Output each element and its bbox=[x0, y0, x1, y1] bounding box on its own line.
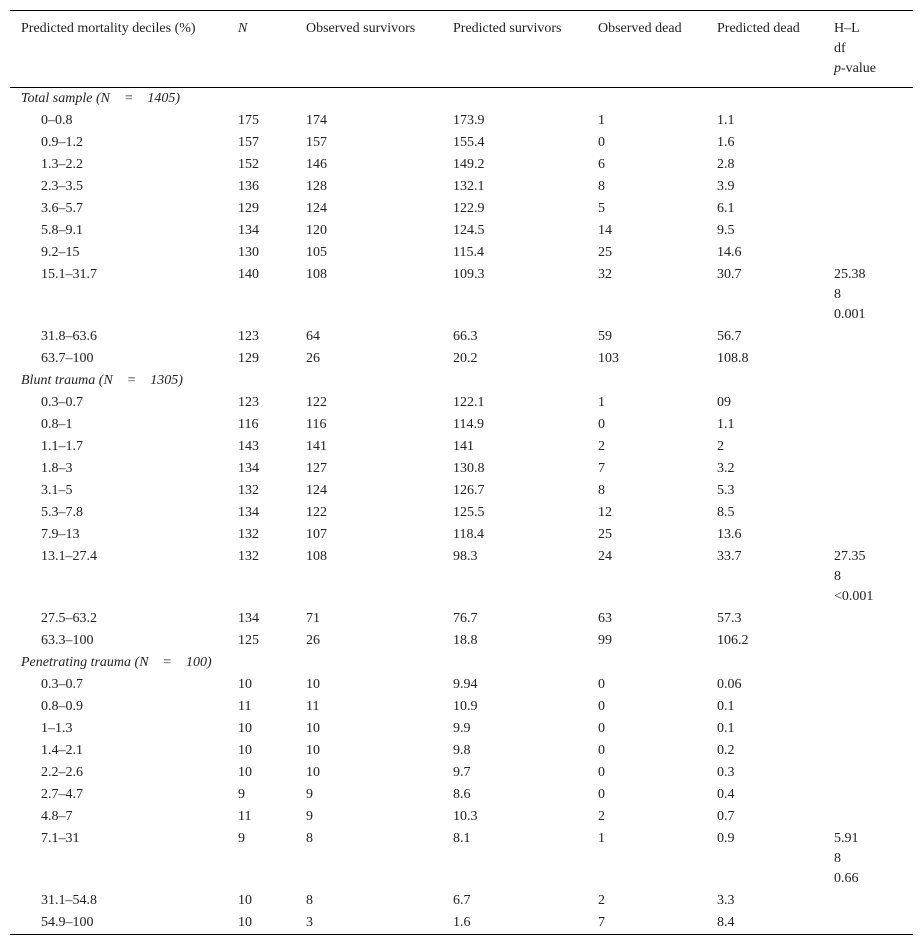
cell-predicted-dead: 09 bbox=[717, 395, 731, 410]
cell-n: 143 bbox=[238, 439, 259, 454]
cell-predicted-survivors: 115.4 bbox=[453, 245, 484, 260]
cell-observed-survivors: 174 bbox=[306, 113, 327, 128]
cell-observed-survivors: 120 bbox=[306, 223, 327, 238]
cell-decile: 2.2–2.6 bbox=[41, 765, 83, 780]
header-hl-test bbox=[823, 11, 913, 88]
cell-n: 129 bbox=[238, 201, 259, 216]
cell-predicted-dead: 0.1 bbox=[717, 721, 735, 736]
mortality-calibration-table-container bbox=[10, 10, 913, 935]
cell-observed-dead: 0 bbox=[598, 787, 605, 802]
cell-observed-survivors: 9 bbox=[306, 787, 313, 802]
cell-observed-survivors: 26 bbox=[306, 633, 320, 648]
cell-predicted-survivors: 10.3 bbox=[453, 809, 478, 824]
cell-predicted-dead: 33.7 bbox=[717, 549, 742, 564]
cell-observed-dead: 5 bbox=[598, 201, 605, 216]
table-row bbox=[10, 762, 913, 784]
hl-df: 8 bbox=[834, 569, 841, 584]
cell-n: 116 bbox=[238, 417, 259, 432]
cell-observed-dead: 0 bbox=[598, 721, 605, 736]
group-header-row bbox=[10, 88, 913, 111]
table-row bbox=[10, 546, 913, 608]
cell-predicted-dead: 9.5 bbox=[717, 223, 735, 238]
table-row bbox=[10, 502, 913, 524]
cell-hl-test bbox=[823, 524, 913, 546]
cell-n: 134 bbox=[238, 505, 259, 520]
cell-decile: 1.1–1.7 bbox=[41, 439, 83, 454]
cell-n: 11 bbox=[238, 809, 252, 824]
group-label: Penetrating trauma (N = 100) bbox=[21, 655, 212, 670]
cell-hl-test bbox=[823, 132, 913, 154]
cell-observed-dead: 6 bbox=[598, 157, 605, 172]
cell-predicted-survivors: 9.7 bbox=[453, 765, 471, 780]
cell-predicted-dead: 56.7 bbox=[717, 329, 742, 344]
table-row bbox=[10, 718, 913, 740]
cell-hl-test bbox=[823, 220, 913, 242]
cell-observed-dead: 2 bbox=[598, 439, 605, 454]
cell-hl-test bbox=[823, 912, 913, 935]
header-p-italic: p bbox=[834, 61, 841, 76]
table-row bbox=[10, 630, 913, 652]
group-label: Blunt trauma (N = 1305) bbox=[21, 373, 183, 388]
group-header-row bbox=[10, 652, 913, 674]
cell-predicted-survivors: 141 bbox=[453, 439, 474, 454]
cell-hl-test bbox=[823, 392, 913, 414]
cell-predicted-survivors: 10.9 bbox=[453, 699, 478, 714]
cell-observed-dead: 32 bbox=[598, 267, 612, 282]
cell-observed-survivors: 10 bbox=[306, 677, 320, 692]
hl-p-value: <0.001 bbox=[834, 589, 874, 604]
cell-predicted-survivors: 132.1 bbox=[453, 179, 485, 194]
cell-hl-test bbox=[823, 326, 913, 348]
cell-observed-dead: 0 bbox=[598, 765, 605, 780]
cell-predicted-survivors: 9.9 bbox=[453, 721, 471, 736]
cell-predicted-dead: 0.9 bbox=[717, 831, 735, 846]
cell-n: 9 bbox=[238, 787, 245, 802]
group-label: Total sample (N = 1405) bbox=[21, 91, 181, 106]
cell-predicted-dead: 13.6 bbox=[717, 527, 742, 542]
table-row bbox=[10, 110, 913, 132]
cell-predicted-survivors: 76.7 bbox=[453, 611, 478, 626]
cell-hl-test bbox=[823, 480, 913, 502]
cell-predicted-dead: 3.3 bbox=[717, 893, 735, 908]
cell-observed-survivors: 141 bbox=[306, 439, 327, 454]
cell-n: 129 bbox=[238, 351, 259, 366]
cell-observed-survivors: 10 bbox=[306, 743, 320, 758]
cell-n: 132 bbox=[238, 549, 259, 564]
table-row bbox=[10, 608, 913, 630]
cell-predicted-dead: 0.2 bbox=[717, 743, 735, 758]
cell-hl-test bbox=[823, 242, 913, 264]
cell-n: 9 bbox=[238, 831, 245, 846]
table-row bbox=[10, 242, 913, 264]
cell-predicted-survivors: 173.9 bbox=[453, 113, 485, 128]
cell-predicted-survivors: 8.6 bbox=[453, 787, 471, 802]
table-row bbox=[10, 784, 913, 806]
cell-n: 123 bbox=[238, 395, 259, 410]
cell-decile: 0.9–1.2 bbox=[41, 135, 83, 150]
cell-hl-test bbox=[823, 176, 913, 198]
cell-decile: 15.1–31.7 bbox=[41, 267, 97, 282]
cell-predicted-survivors: 122.9 bbox=[453, 201, 485, 216]
cell-predicted-dead: 1.1 bbox=[717, 417, 735, 432]
cell-observed-survivors: 146 bbox=[306, 157, 327, 172]
cell-predicted-dead: 2 bbox=[717, 439, 724, 454]
cell-decile: 63.3–100 bbox=[41, 633, 94, 648]
cell-decile: 7.1–31 bbox=[41, 831, 80, 846]
cell-predicted-dead: 8.4 bbox=[717, 915, 735, 930]
cell-observed-dead: 24 bbox=[598, 549, 612, 564]
cell-n: 140 bbox=[238, 267, 259, 282]
cell-decile: 1–1.3 bbox=[41, 721, 73, 736]
cell-predicted-dead: 1.1 bbox=[717, 113, 735, 128]
cell-n: 157 bbox=[238, 135, 259, 150]
cell-predicted-survivors: 118.4 bbox=[453, 527, 484, 542]
cell-observed-survivors: 122 bbox=[306, 505, 327, 520]
cell-predicted-dead: 3.9 bbox=[717, 179, 735, 194]
cell-hl-test bbox=[823, 154, 913, 176]
cell-n: 175 bbox=[238, 113, 259, 128]
hl-statistic: 5.91 bbox=[834, 831, 859, 846]
cell-observed-dead: 25 bbox=[598, 245, 612, 260]
table-row bbox=[10, 264, 913, 326]
cell-observed-dead: 99 bbox=[598, 633, 612, 648]
cell-decile: 7.9–13 bbox=[41, 527, 80, 542]
cell-hl-test bbox=[823, 674, 913, 696]
cell-predicted-dead: 57.3 bbox=[717, 611, 742, 626]
cell-predicted-dead: 0.06 bbox=[717, 677, 742, 692]
cell-observed-dead: 0 bbox=[598, 743, 605, 758]
cell-observed-survivors: 124 bbox=[306, 201, 327, 216]
cell-observed-dead: 2 bbox=[598, 893, 605, 908]
cell-predicted-survivors: 8.1 bbox=[453, 831, 471, 846]
cell-predicted-survivors: 125.5 bbox=[453, 505, 485, 520]
header-predicted-dead: Predicted dead bbox=[717, 21, 800, 36]
header-observed-dead: Observed dead bbox=[598, 21, 682, 36]
cell-observed-survivors: 26 bbox=[306, 351, 320, 366]
cell-predicted-dead: 5.3 bbox=[717, 483, 735, 498]
header-predicted-survivors: Predicted survivors bbox=[453, 21, 562, 36]
cell-predicted-dead: 30.7 bbox=[717, 267, 742, 282]
cell-hl-test bbox=[823, 718, 913, 740]
table-row bbox=[10, 740, 913, 762]
cell-hl-test bbox=[823, 630, 913, 652]
table-row bbox=[10, 392, 913, 414]
cell-hl-test bbox=[823, 546, 913, 608]
cell-decile: 0.3–0.7 bbox=[41, 395, 83, 410]
cell-predicted-dead: 108.8 bbox=[717, 351, 749, 366]
cell-observed-dead: 8 bbox=[598, 179, 605, 194]
cell-n: 123 bbox=[238, 329, 259, 344]
header-observed-survivors: Observed survivors bbox=[306, 21, 416, 36]
cell-observed-dead: 12 bbox=[598, 505, 612, 520]
cell-decile: 31.8–63.6 bbox=[41, 329, 97, 344]
mortality-calibration-table bbox=[10, 10, 913, 935]
cell-predicted-dead: 0.1 bbox=[717, 699, 735, 714]
cell-predicted-dead: 0.7 bbox=[717, 809, 735, 824]
cell-n: 152 bbox=[238, 157, 259, 172]
cell-hl-test bbox=[823, 784, 913, 806]
cell-predicted-survivors: 122.1 bbox=[453, 395, 485, 410]
hl-statistic: 27.35 bbox=[834, 549, 866, 564]
cell-hl-test bbox=[823, 264, 913, 326]
cell-hl-test bbox=[823, 458, 913, 480]
cell-hl-test bbox=[823, 806, 913, 828]
cell-decile: 3.1–5 bbox=[41, 483, 73, 498]
cell-hl-test bbox=[823, 436, 913, 458]
cell-observed-survivors: 108 bbox=[306, 267, 327, 282]
cell-observed-survivors: 10 bbox=[306, 721, 320, 736]
cell-n: 134 bbox=[238, 461, 259, 476]
cell-decile: 1.3–2.2 bbox=[41, 157, 83, 172]
cell-hl-test bbox=[823, 696, 913, 718]
cell-n: 132 bbox=[238, 527, 259, 542]
cell-decile: 54.9–100 bbox=[41, 915, 94, 930]
cell-decile: 13.1–27.4 bbox=[41, 549, 97, 564]
cell-hl-test bbox=[823, 828, 913, 890]
cell-hl-test bbox=[823, 348, 913, 370]
cell-decile: 1.8–3 bbox=[41, 461, 73, 476]
cell-observed-dead: 25 bbox=[598, 527, 612, 542]
cell-predicted-survivors: 6.7 bbox=[453, 893, 471, 908]
cell-predicted-survivors: 18.8 bbox=[453, 633, 478, 648]
cell-predicted-survivors: 155.4 bbox=[453, 135, 485, 150]
table-header-row bbox=[10, 11, 913, 88]
cell-predicted-survivors: 130.8 bbox=[453, 461, 485, 476]
header-decile: Predicted mortality deciles (%) bbox=[21, 21, 196, 36]
cell-hl-test bbox=[823, 110, 913, 132]
cell-n: 10 bbox=[238, 915, 252, 930]
cell-observed-survivors: 3 bbox=[306, 915, 313, 930]
cell-predicted-survivors: 9.94 bbox=[453, 677, 478, 692]
cell-observed-survivors: 108 bbox=[306, 549, 327, 564]
cell-n: 132 bbox=[238, 483, 259, 498]
cell-n: 125 bbox=[238, 633, 259, 648]
table-row bbox=[10, 154, 913, 176]
table-row bbox=[10, 348, 913, 370]
cell-n: 10 bbox=[238, 893, 252, 908]
cell-observed-dead: 0 bbox=[598, 135, 605, 150]
cell-observed-dead: 103 bbox=[598, 351, 619, 366]
hl-statistic: 25.38 bbox=[834, 267, 866, 282]
cell-n: 10 bbox=[238, 721, 252, 736]
cell-hl-test bbox=[823, 502, 913, 524]
cell-predicted-dead: 1.6 bbox=[717, 135, 735, 150]
cell-n: 134 bbox=[238, 223, 259, 238]
cell-predicted-dead: 14.6 bbox=[717, 245, 742, 260]
table-row bbox=[10, 436, 913, 458]
cell-predicted-dead: 8.5 bbox=[717, 505, 735, 520]
cell-decile: 9.2–15 bbox=[41, 245, 80, 260]
cell-predicted-dead: 3.2 bbox=[717, 461, 735, 476]
cell-observed-survivors: 10 bbox=[306, 765, 320, 780]
table-row bbox=[10, 220, 913, 242]
cell-decile: 31.1–54.8 bbox=[41, 893, 97, 908]
cell-observed-dead: 0 bbox=[598, 677, 605, 692]
cell-observed-survivors: 127 bbox=[306, 461, 327, 476]
cell-observed-dead: 2 bbox=[598, 809, 605, 824]
cell-predicted-dead: 6.1 bbox=[717, 201, 735, 216]
cell-predicted-survivors: 20.2 bbox=[453, 351, 478, 366]
cell-observed-dead: 14 bbox=[598, 223, 612, 238]
cell-decile: 3.6–5.7 bbox=[41, 201, 83, 216]
cell-decile: 5.3–7.8 bbox=[41, 505, 83, 520]
cell-observed-survivors: 9 bbox=[306, 809, 313, 824]
cell-n: 10 bbox=[238, 677, 252, 692]
cell-decile: 2.3–3.5 bbox=[41, 179, 83, 194]
cell-hl-test bbox=[823, 762, 913, 784]
cell-observed-survivors: 11 bbox=[306, 699, 320, 714]
cell-predicted-dead: 106.2 bbox=[717, 633, 749, 648]
header-df-label: df bbox=[834, 41, 846, 56]
cell-predicted-survivors: 1.6 bbox=[453, 915, 471, 930]
cell-predicted-survivors: 109.3 bbox=[453, 267, 485, 282]
cell-observed-dead: 0 bbox=[598, 699, 605, 714]
cell-observed-survivors: 107 bbox=[306, 527, 327, 542]
cell-decile: 0.3–0.7 bbox=[41, 677, 83, 692]
cell-hl-test bbox=[823, 198, 913, 220]
cell-hl-test bbox=[823, 890, 913, 912]
group-header-row bbox=[10, 370, 913, 392]
cell-decile: 5.8–9.1 bbox=[41, 223, 83, 238]
cell-observed-dead: 1 bbox=[598, 395, 605, 410]
hl-df: 8 bbox=[834, 287, 841, 302]
header-hl-label: H–L bbox=[834, 21, 860, 36]
table-row bbox=[10, 414, 913, 436]
table-row bbox=[10, 806, 913, 828]
cell-decile: 63.7–100 bbox=[41, 351, 94, 366]
cell-predicted-survivors: 149.2 bbox=[453, 157, 485, 172]
cell-decile: 4.8–7 bbox=[41, 809, 73, 824]
cell-observed-survivors: 64 bbox=[306, 329, 320, 344]
table-row bbox=[10, 458, 913, 480]
cell-decile: 0–0.8 bbox=[41, 113, 73, 128]
cell-observed-dead: 0 bbox=[598, 417, 605, 432]
cell-observed-survivors: 122 bbox=[306, 395, 327, 410]
cell-observed-survivors: 105 bbox=[306, 245, 327, 260]
cell-predicted-survivors: 114.9 bbox=[453, 417, 484, 432]
table-row bbox=[10, 696, 913, 718]
cell-predicted-dead: 0.3 bbox=[717, 765, 735, 780]
cell-observed-survivors: 128 bbox=[306, 179, 327, 194]
cell-predicted-survivors: 126.7 bbox=[453, 483, 485, 498]
cell-n: 10 bbox=[238, 743, 252, 758]
cell-predicted-dead: 0.4 bbox=[717, 787, 735, 802]
cell-observed-dead: 1 bbox=[598, 831, 605, 846]
table-row bbox=[10, 176, 913, 198]
cell-observed-survivors: 116 bbox=[306, 417, 327, 432]
cell-observed-dead: 59 bbox=[598, 329, 612, 344]
hl-df: 8 bbox=[834, 851, 841, 866]
cell-predicted-dead: 2.8 bbox=[717, 157, 735, 172]
cell-n: 134 bbox=[238, 611, 259, 626]
table-row bbox=[10, 674, 913, 696]
cell-decile: 0.8–1 bbox=[41, 417, 73, 432]
table-row bbox=[10, 890, 913, 912]
cell-predicted-survivors: 66.3 bbox=[453, 329, 478, 344]
cell-predicted-survivors: 124.5 bbox=[453, 223, 485, 238]
cell-predicted-survivors: 98.3 bbox=[453, 549, 478, 564]
hl-p-value: 0.001 bbox=[834, 307, 866, 322]
table-body bbox=[10, 88, 913, 935]
cell-observed-dead: 7 bbox=[598, 915, 605, 930]
cell-n: 11 bbox=[238, 699, 252, 714]
table-row bbox=[10, 524, 913, 546]
cell-observed-survivors: 71 bbox=[306, 611, 320, 626]
cell-decile: 1.4–2.1 bbox=[41, 743, 83, 758]
header-n: N bbox=[238, 21, 248, 36]
cell-hl-test bbox=[823, 740, 913, 762]
cell-observed-dead: 63 bbox=[598, 611, 612, 626]
header-pvalue-label bbox=[834, 59, 907, 79]
table-row bbox=[10, 828, 913, 890]
cell-decile: 0.8–0.9 bbox=[41, 699, 83, 714]
cell-observed-dead: 8 bbox=[598, 483, 605, 498]
cell-hl-test bbox=[823, 608, 913, 630]
cell-hl-test bbox=[823, 414, 913, 436]
cell-n: 10 bbox=[238, 765, 252, 780]
cell-observed-survivors: 157 bbox=[306, 135, 327, 150]
table-row bbox=[10, 132, 913, 154]
hl-p-value: 0.66 bbox=[834, 871, 859, 886]
cell-observed-dead: 7 bbox=[598, 461, 605, 476]
table-row bbox=[10, 326, 913, 348]
cell-observed-survivors: 8 bbox=[306, 893, 313, 908]
cell-observed-survivors: 8 bbox=[306, 831, 313, 846]
cell-predicted-survivors: 9.8 bbox=[453, 743, 471, 758]
table-row bbox=[10, 480, 913, 502]
cell-decile: 27.5–63.2 bbox=[41, 611, 97, 626]
table-row bbox=[10, 912, 913, 935]
cell-n: 136 bbox=[238, 179, 259, 194]
header-pvalue-suffix: -value bbox=[841, 61, 876, 76]
table-row bbox=[10, 198, 913, 220]
cell-observed-survivors: 124 bbox=[306, 483, 327, 498]
cell-n: 130 bbox=[238, 245, 259, 260]
cell-observed-dead: 1 bbox=[598, 113, 605, 128]
cell-decile: 2.7–4.7 bbox=[41, 787, 83, 802]
